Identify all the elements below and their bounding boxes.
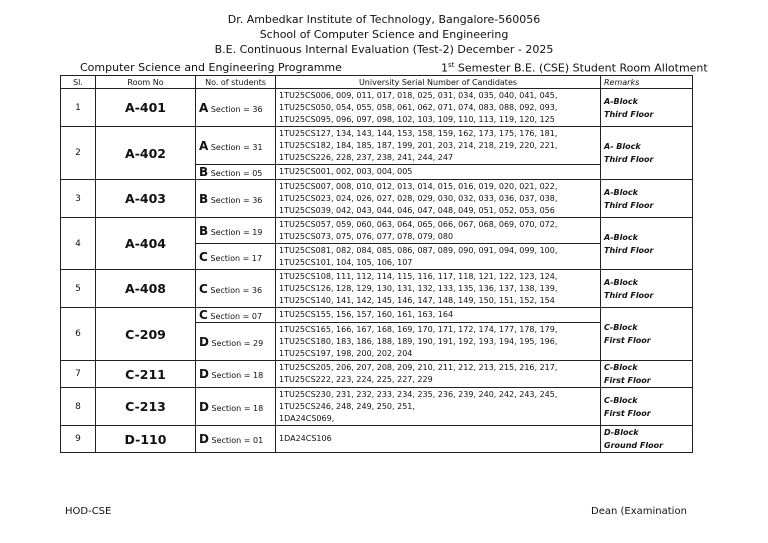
remarks-cell — [601, 426, 693, 453]
block-name: A-Block — [604, 232, 638, 242]
serial-number-cell: 9 — [61, 426, 96, 453]
hod-signature-label: HOD-CSE — [65, 506, 112, 517]
room-allotment-table — [60, 75, 693, 453]
room-number-cell: A-402 — [96, 127, 196, 180]
usn-line: 1DA24CS069, — [279, 413, 335, 423]
section-count: Section = 36 — [210, 104, 263, 114]
usn-line: 1TU25CS073, 075, 076, 077, 078, 079, 080 — [279, 231, 454, 241]
usn-line: 1TU25CS126, 128, 129, 130, 131, 132, 133, 135, 136, 137, 138, 139, — [279, 283, 558, 293]
room-number-cell: C-211 — [96, 361, 196, 388]
usn-line: 1TU25CS155, 156, 157, 160, 161, 163, 164 — [279, 310, 454, 319]
section-count: Section = 31 — [210, 142, 263, 152]
usn-line: 1TU25CS007, 008, 010, 012, 013, 014, 015, 016, 019, 020, 021, 022, — [279, 181, 558, 191]
floor-name: First Floor — [604, 408, 651, 418]
usn-line: 1TU25CS023, 024, 026, 027, 028, 029, 030, 032, 033, 036, 037, 038, — [279, 193, 558, 203]
section-letter: D — [199, 432, 209, 446]
usn-list-cell — [276, 89, 601, 127]
section-letter: B — [199, 223, 209, 238]
usn-list-cell — [276, 218, 601, 244]
usn-line: 1TU25CS197, 198, 200, 202, 204 — [279, 348, 413, 358]
section-count: Section = 07 — [210, 312, 263, 321]
usn-list-cell — [276, 361, 601, 388]
table-row — [61, 218, 693, 244]
usn-line: 1TU25CS182, 184, 185, 187, 199, 201, 203, 214, 218, 219, 220, 221, — [279, 140, 558, 150]
usn-line: 1TU25CS230, 231, 232, 233, 234, 235, 236, 239, 240, 242, 243, 245, — [279, 389, 558, 399]
block-name: A-Block — [604, 187, 638, 197]
block-name: C-Block — [604, 323, 638, 332]
programme-title: Computer Science and Engineering Programme — [80, 61, 342, 74]
usn-line: 1TU25CS050, 054, 055, 058, 061, 062, 071, 074, 083, 088, 092, 093, — [279, 102, 558, 112]
student-count-cell — [196, 361, 276, 388]
room-number-cell: A-404 — [96, 218, 196, 270]
student-count-cell — [196, 165, 276, 180]
usn-list-cell — [276, 388, 601, 426]
usn-line: 1TU25CS222, 223, 224, 225, 227, 229 — [279, 375, 433, 384]
table-row — [61, 89, 693, 127]
block-name: C-Block — [604, 363, 638, 372]
student-count-cell — [196, 89, 276, 127]
table-row — [61, 426, 693, 453]
semester-suffix: st — [448, 61, 455, 69]
usn-line: 1TU25CS127, 134, 143, 144, 153, 158, 159, 162, 173, 175, 176, 181, — [279, 128, 558, 138]
remarks-cell — [601, 89, 693, 127]
section-count: Section = 05 — [210, 169, 263, 178]
col-header-usn: University Serial Number of Candidates — [276, 76, 601, 89]
serial-number-cell: 5 — [61, 270, 96, 308]
serial-number-cell: 1 — [61, 89, 96, 127]
block-name: D-Block — [604, 428, 639, 437]
usn-list-cell — [276, 323, 601, 361]
serial-number-cell: 8 — [61, 388, 96, 426]
student-count-cell — [196, 323, 276, 361]
floor-name: Third Floor — [604, 109, 654, 119]
serial-number-cell: 2 — [61, 127, 96, 180]
student-count-cell — [196, 388, 276, 426]
section-letter: C — [199, 308, 208, 322]
section-count: Section = 18 — [211, 371, 264, 380]
student-count-cell — [196, 270, 276, 308]
floor-name: Ground Floor — [604, 441, 664, 450]
table-row — [61, 308, 693, 323]
usn-list-cell — [276, 270, 601, 308]
section-count: Section = 18 — [211, 403, 264, 413]
section-letter: A — [199, 138, 209, 153]
usn-line: 1TU25CS081, 082, 084, 085, 086, 087, 089, 090, 091, 094, 099, 100, — [279, 245, 558, 255]
usn-line: 1TU25CS006, 009, 011, 017, 018, 025, 031, 034, 035, 040, 041, 045, — [279, 90, 558, 100]
section-count: Section = 36 — [210, 285, 263, 295]
floor-name: First Floor — [604, 336, 651, 345]
section-count: Section = 17 — [210, 253, 263, 263]
usn-list-cell — [276, 426, 601, 453]
block-name: A-Block — [604, 277, 638, 287]
remarks-cell — [601, 388, 693, 426]
usn-line: 1TU25CS180, 183, 186, 188, 189, 190, 191, 192, 193, 194, 195, 196, — [279, 336, 558, 346]
exam-title: B.E. Continuous Internal Evaluation (Test-2) December - 2025 — [214, 43, 554, 56]
section-letter: A — [199, 100, 209, 115]
serial-number-cell: 7 — [61, 361, 96, 388]
semester-text: Semester B.E. (CSE) Student Room Allotment — [454, 61, 708, 75]
usn-line: 1TU25CS205, 206, 207, 208, 209, 210, 211, 212, 213, 215, 216, 217, — [279, 363, 558, 372]
col-header-remarks: Remarks — [601, 76, 693, 89]
usn-line: 1TU25CS165, 166, 167, 168, 169, 170, 171, 172, 174, 177, 178, 179, — [279, 324, 558, 334]
usn-line: 1TU25CS140, 141, 142, 145, 146, 147, 148, 149, 150, 151, 152, 154 — [279, 295, 555, 305]
section-letter: C — [199, 249, 208, 264]
usn-list-cell — [276, 308, 601, 323]
semester-title — [441, 61, 708, 75]
institute-title: Dr. Ambedkar Institute of Technology, Bangalore-560056 — [227, 13, 541, 26]
usn-line: 1TU25CS001, 002, 003, 004, 005 — [279, 167, 413, 176]
section-letter: D — [199, 367, 209, 381]
usn-line: 1TU25CS226, 228, 237, 238, 241, 244, 247 — [279, 152, 454, 162]
section-count: Section = 36 — [210, 195, 263, 205]
school-title: School of Computer Science and Engineering — [259, 28, 509, 41]
col-header-room: Room No — [96, 76, 196, 89]
room-number-cell: C-209 — [96, 308, 196, 361]
col-header-students: No. of students — [196, 76, 276, 89]
usn-line: 1TU25CS246, 248, 249, 250, 251, — [279, 401, 415, 411]
floor-name: Third Floor — [604, 155, 654, 164]
usn-list-cell — [276, 244, 601, 270]
usn-line: 1TU25CS057, 059, 060, 063, 064, 065, 066, 067, 068, 069, 070, 072, — [279, 219, 558, 229]
remarks-cell — [601, 218, 693, 270]
table-header-row — [61, 76, 693, 89]
remarks-cell — [601, 361, 693, 388]
floor-name: Third Floor — [604, 245, 654, 255]
table-row — [61, 361, 693, 388]
floor-name: Third Floor — [604, 200, 654, 210]
usn-line: 1TU25CS095, 096, 097, 098, 102, 103, 109, 110, 113, 119, 120, 125 — [279, 114, 555, 124]
student-count-cell — [196, 244, 276, 270]
table-row — [61, 270, 693, 308]
student-count-cell — [196, 180, 276, 218]
room-number-cell: D-110 — [96, 426, 196, 453]
semester-number: 1 — [441, 61, 448, 75]
room-number-cell: C-213 — [96, 388, 196, 426]
floor-name: First Floor — [604, 376, 651, 385]
table-body — [61, 89, 693, 453]
section-count: Section = 19 — [210, 227, 263, 237]
usn-list-cell — [276, 165, 601, 180]
serial-number-cell: 4 — [61, 218, 96, 270]
room-number-cell: A-408 — [96, 270, 196, 308]
section-letter: D — [199, 334, 209, 349]
usn-line: 1DA24CS106 — [279, 434, 332, 443]
student-count-cell — [196, 308, 276, 323]
serial-number-cell: 6 — [61, 308, 96, 361]
room-number-cell: A-401 — [96, 89, 196, 127]
section-count: Section = 01 — [211, 436, 264, 445]
table-row — [61, 180, 693, 218]
student-count-cell — [196, 218, 276, 244]
section-count: Section = 29 — [211, 338, 264, 348]
usn-list-cell — [276, 127, 601, 165]
remarks-cell — [601, 127, 693, 180]
block-name: C-Block — [604, 395, 638, 405]
col-header-sl: Sl. — [61, 76, 96, 89]
student-count-cell — [196, 127, 276, 165]
block-name: A-Block — [604, 96, 638, 106]
remarks-cell — [601, 270, 693, 308]
usn-line: 1TU25CS108, 111, 112, 114, 115, 116, 117, 118, 121, 122, 123, 124, — [279, 271, 558, 281]
floor-name: Third Floor — [604, 290, 654, 300]
usn-list-cell — [276, 180, 601, 218]
table-row — [61, 388, 693, 426]
table-row — [61, 127, 693, 165]
room-number-cell: A-403 — [96, 180, 196, 218]
student-count-cell — [196, 426, 276, 453]
usn-line: 1TU25CS039, 042, 043, 044, 046, 047, 048, 049, 051, 052, 053, 056 — [279, 205, 555, 215]
section-letter: B — [199, 191, 209, 206]
usn-line: 1TU25CS101, 104, 105, 106, 107 — [279, 257, 413, 267]
dean-signature-label: Dean (Examination — [591, 506, 687, 517]
serial-number-cell: 3 — [61, 180, 96, 218]
remarks-cell — [601, 180, 693, 218]
section-letter: B — [199, 165, 209, 179]
section-letter: D — [199, 399, 209, 414]
section-letter: C — [199, 281, 208, 296]
block-name: A- Block — [604, 142, 641, 151]
remarks-cell — [601, 308, 693, 361]
